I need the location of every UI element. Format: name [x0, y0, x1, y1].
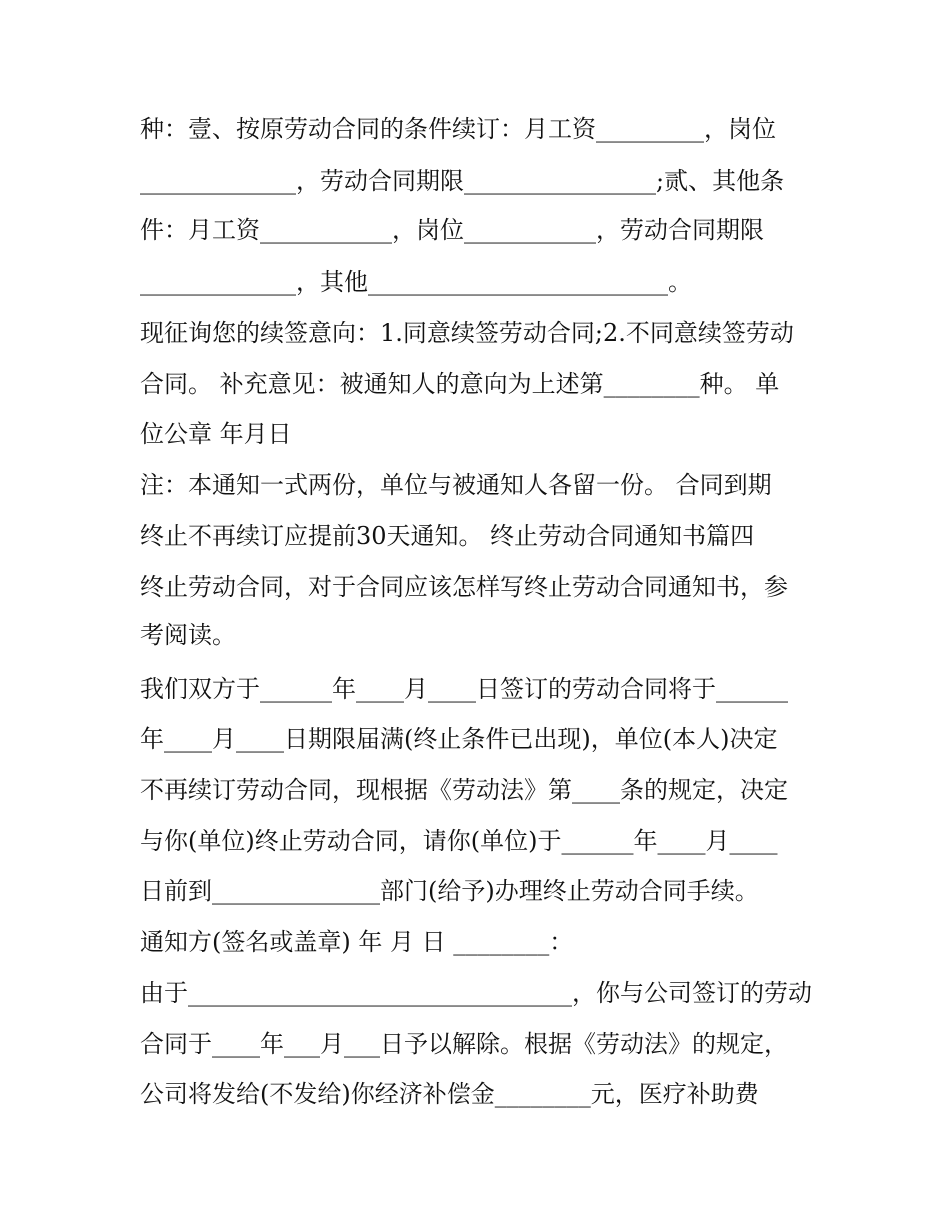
text-line: 公司将发给(不发给)你经济补偿金________元，医疗补助费 — [140, 1080, 759, 1108]
text-line: 注：本通知一式两份，单位与被通知人各留一份。 合同到期 — [140, 471, 772, 499]
text-line: 合同。 补充意见：被通知人的意向为上述第________种。 单 — [140, 370, 780, 398]
text-line: 我们双方于______年____月____日签订的劳动合同将于______ — [140, 675, 788, 703]
text-line: 合同于____年___月___日予以解除。根据《劳动法》的规定， — [140, 1030, 788, 1058]
text-line: 现征询您的续签意向：1.同意续签劳动合同;2.不同意续签劳动 — [140, 319, 794, 347]
text-line: _____________，劳动合同期限________________;贰、其他条 — [140, 167, 785, 195]
text-line: 位公章 年月日 — [140, 420, 292, 448]
text-line: 终止不再续订应提前30天通知。 终止劳动合同通知书篇四 — [140, 522, 755, 550]
text-line: 由于________________________________，你与公司签订的劳动 — [140, 979, 812, 1007]
text-line: 种：壹、按原劳动合同的条件续订：月工资_________，岗位 — [140, 115, 776, 143]
text-line: 件：月工资___________，岗位___________，劳动合同期限 — [140, 216, 764, 244]
text-line: 终止劳动合同，对于合同应该怎样写终止劳动合同通知书，参 — [140, 573, 788, 601]
text-line: _____________，其他_________________________。 — [140, 268, 692, 296]
text-line: 通知方(签名或盖章) 年 月 日 ________： — [140, 928, 574, 956]
text-line: 与你(单位)终止劳动合同，请你(单位)于______年____月____ — [140, 827, 778, 855]
text-line: 考阅读。 — [140, 621, 236, 649]
text-line: 年____月____日期限届满(终止条件已出现)，单位(本人)决定 — [140, 725, 778, 753]
text-line: 日前到______________部门(给予)办理终止劳动合同手续。 — [140, 877, 759, 905]
text-line: 不再续订劳动合同，现根据《劳动法》第____条的规定，决定 — [140, 776, 788, 804]
